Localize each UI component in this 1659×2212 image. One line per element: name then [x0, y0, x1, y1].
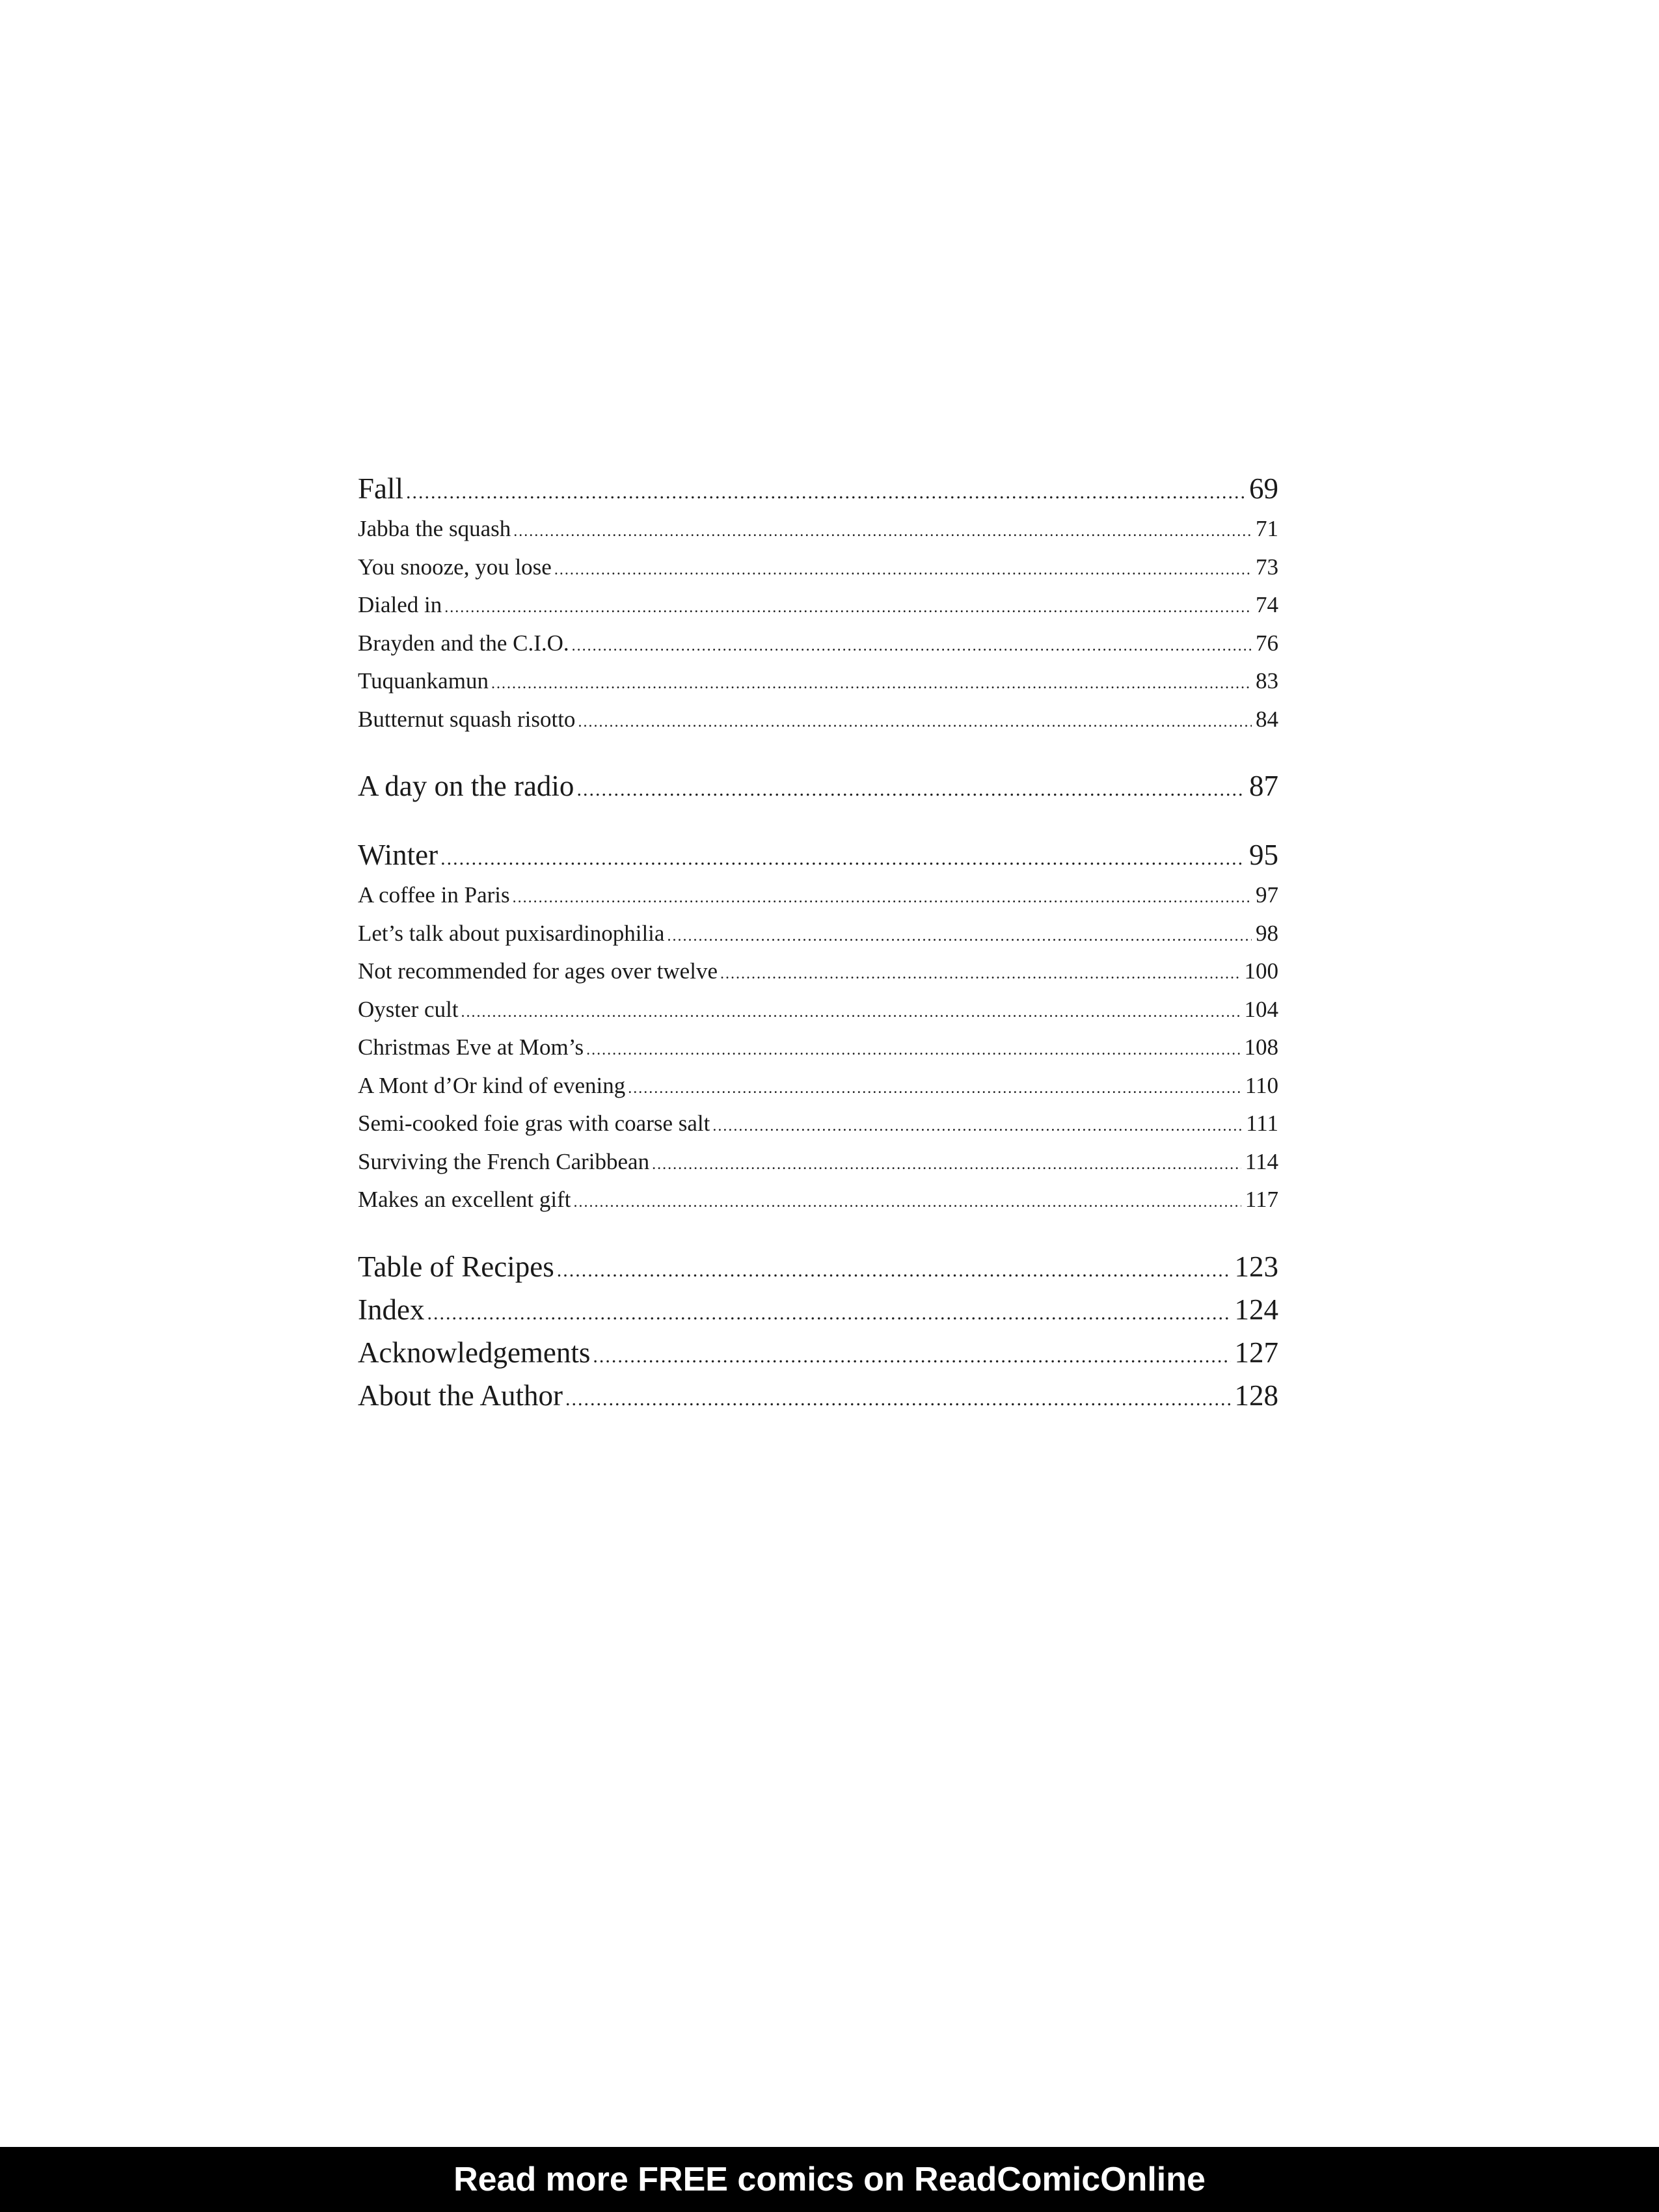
toc-section-table-of-recipes[interactable] [358, 1245, 1278, 1288]
toc-page-number: 108 [1244, 1034, 1278, 1060]
dot-leader [513, 879, 1252, 915]
toc-section-about-the-author[interactable] [358, 1374, 1278, 1417]
toc-entry-title: Semi-cooked foie gras with coarse salt [358, 1111, 710, 1136]
toc-entry-title: Surviving the French Caribbean [358, 1148, 650, 1174]
toc-page-number: 87 [1249, 770, 1278, 802]
toc-entry-title: Christmas Eve at Mom’s [358, 1034, 584, 1060]
toc-page-number: 127 [1234, 1336, 1278, 1369]
toc-section-title: Acknowledgements [358, 1336, 591, 1369]
dot-leader [491, 665, 1252, 701]
toc-entry[interactable] [358, 1143, 1278, 1181]
toc-entry-title: Jabba the squash [358, 516, 511, 541]
dot-leader [667, 917, 1252, 953]
toc-entry[interactable] [358, 915, 1278, 953]
toc-page-number: 98 [1256, 920, 1278, 946]
toc-section-title: About the Author [358, 1379, 563, 1412]
dot-leader [720, 955, 1241, 991]
toc-entry[interactable] [358, 1105, 1278, 1143]
dot-leader [461, 993, 1241, 1029]
dot-leader [440, 837, 1245, 876]
toc-section-winter[interactable] [358, 833, 1278, 876]
dot-leader [576, 768, 1245, 807]
dot-leader [444, 589, 1252, 625]
dot-leader [427, 1292, 1230, 1331]
toc-page-number: 84 [1256, 706, 1278, 732]
toc-page-number: 69 [1249, 472, 1278, 505]
toc-entry-title: Butternut squash risotto [358, 706, 576, 732]
dot-leader [578, 703, 1252, 739]
toc-entry-title: Not recommended for ages over twelve [358, 958, 718, 984]
dot-leader [712, 1107, 1242, 1143]
toc-entry-title: Brayden and the C.I.O. [358, 630, 569, 656]
toc-section-index[interactable] [358, 1288, 1278, 1331]
toc-section-title: Table of Recipes [358, 1250, 554, 1283]
dot-leader [586, 1031, 1240, 1067]
dot-leader [593, 1335, 1230, 1374]
promo-banner-link[interactable]: Read more FREE comics on ReadComicOnline [0, 2147, 1659, 2212]
toc-page-number: 111 [1246, 1111, 1278, 1136]
toc-page-number: 104 [1244, 996, 1278, 1022]
toc-entry-title: Dialed in [358, 592, 442, 617]
toc-page-number: 128 [1234, 1379, 1278, 1412]
toc-entry[interactable] [358, 1067, 1278, 1105]
toc-section-title: Index [358, 1293, 425, 1326]
toc-section-title: A day on the radio [358, 770, 574, 802]
dot-leader [557, 1249, 1231, 1288]
dot-leader [572, 627, 1252, 663]
toc-entry-title: Let’s talk about puxisardinophilia [358, 920, 665, 946]
toc-entry[interactable] [358, 1029, 1278, 1067]
dot-leader [513, 513, 1252, 548]
toc-page-number: 117 [1245, 1187, 1278, 1212]
toc-page-number: 100 [1244, 958, 1278, 984]
toc-section-title: Fall [358, 472, 404, 505]
dot-leader [406, 471, 1245, 510]
toc-section-radio[interactable] [358, 764, 1278, 807]
toc-page-number: 97 [1256, 882, 1278, 908]
dot-leader [565, 1378, 1231, 1417]
toc-section-fall[interactable] [358, 467, 1278, 510]
toc-page-number: 83 [1256, 668, 1278, 694]
toc-page-number: 123 [1234, 1250, 1278, 1283]
toc-entry-title: Tuquankamun [358, 668, 489, 694]
toc-page-number: 76 [1256, 630, 1278, 656]
toc-entry[interactable] [358, 586, 1278, 625]
toc-page-number: 110 [1245, 1072, 1278, 1098]
table-of-contents [358, 467, 1278, 1417]
toc-page-number: 114 [1245, 1148, 1278, 1174]
toc-page-number: 95 [1249, 839, 1278, 871]
toc-entry-title: A coffee in Paris [358, 882, 510, 908]
toc-entry-title: Oyster cult [358, 996, 459, 1022]
toc-page-number: 74 [1256, 592, 1278, 617]
toc-entry-title: You snooze, you lose [358, 554, 552, 580]
toc-entry[interactable] [358, 625, 1278, 663]
toc-page-number: 73 [1256, 554, 1278, 580]
dot-leader [554, 551, 1252, 587]
toc-section-title: Winter [358, 839, 438, 871]
toc-entry-title: A Mont d’Or kind of evening [358, 1072, 626, 1098]
toc-entry[interactable] [358, 952, 1278, 991]
toc-entry[interactable] [358, 662, 1278, 701]
toc-entry[interactable] [358, 548, 1278, 587]
toc-entry[interactable] [358, 701, 1278, 739]
toc-page-number: 124 [1234, 1293, 1278, 1326]
toc-entry[interactable] [358, 876, 1278, 915]
dot-leader [628, 1070, 1241, 1105]
toc-entry-title: Makes an excellent gift [358, 1187, 571, 1212]
toc-section-acknowledgements[interactable] [358, 1331, 1278, 1374]
dot-leader [574, 1183, 1241, 1219]
toc-entry[interactable] [358, 1181, 1278, 1219]
toc-page-number: 71 [1256, 516, 1278, 541]
toc-entry[interactable] [358, 991, 1278, 1029]
toc-entry[interactable] [358, 510, 1278, 548]
dot-leader [652, 1146, 1241, 1181]
